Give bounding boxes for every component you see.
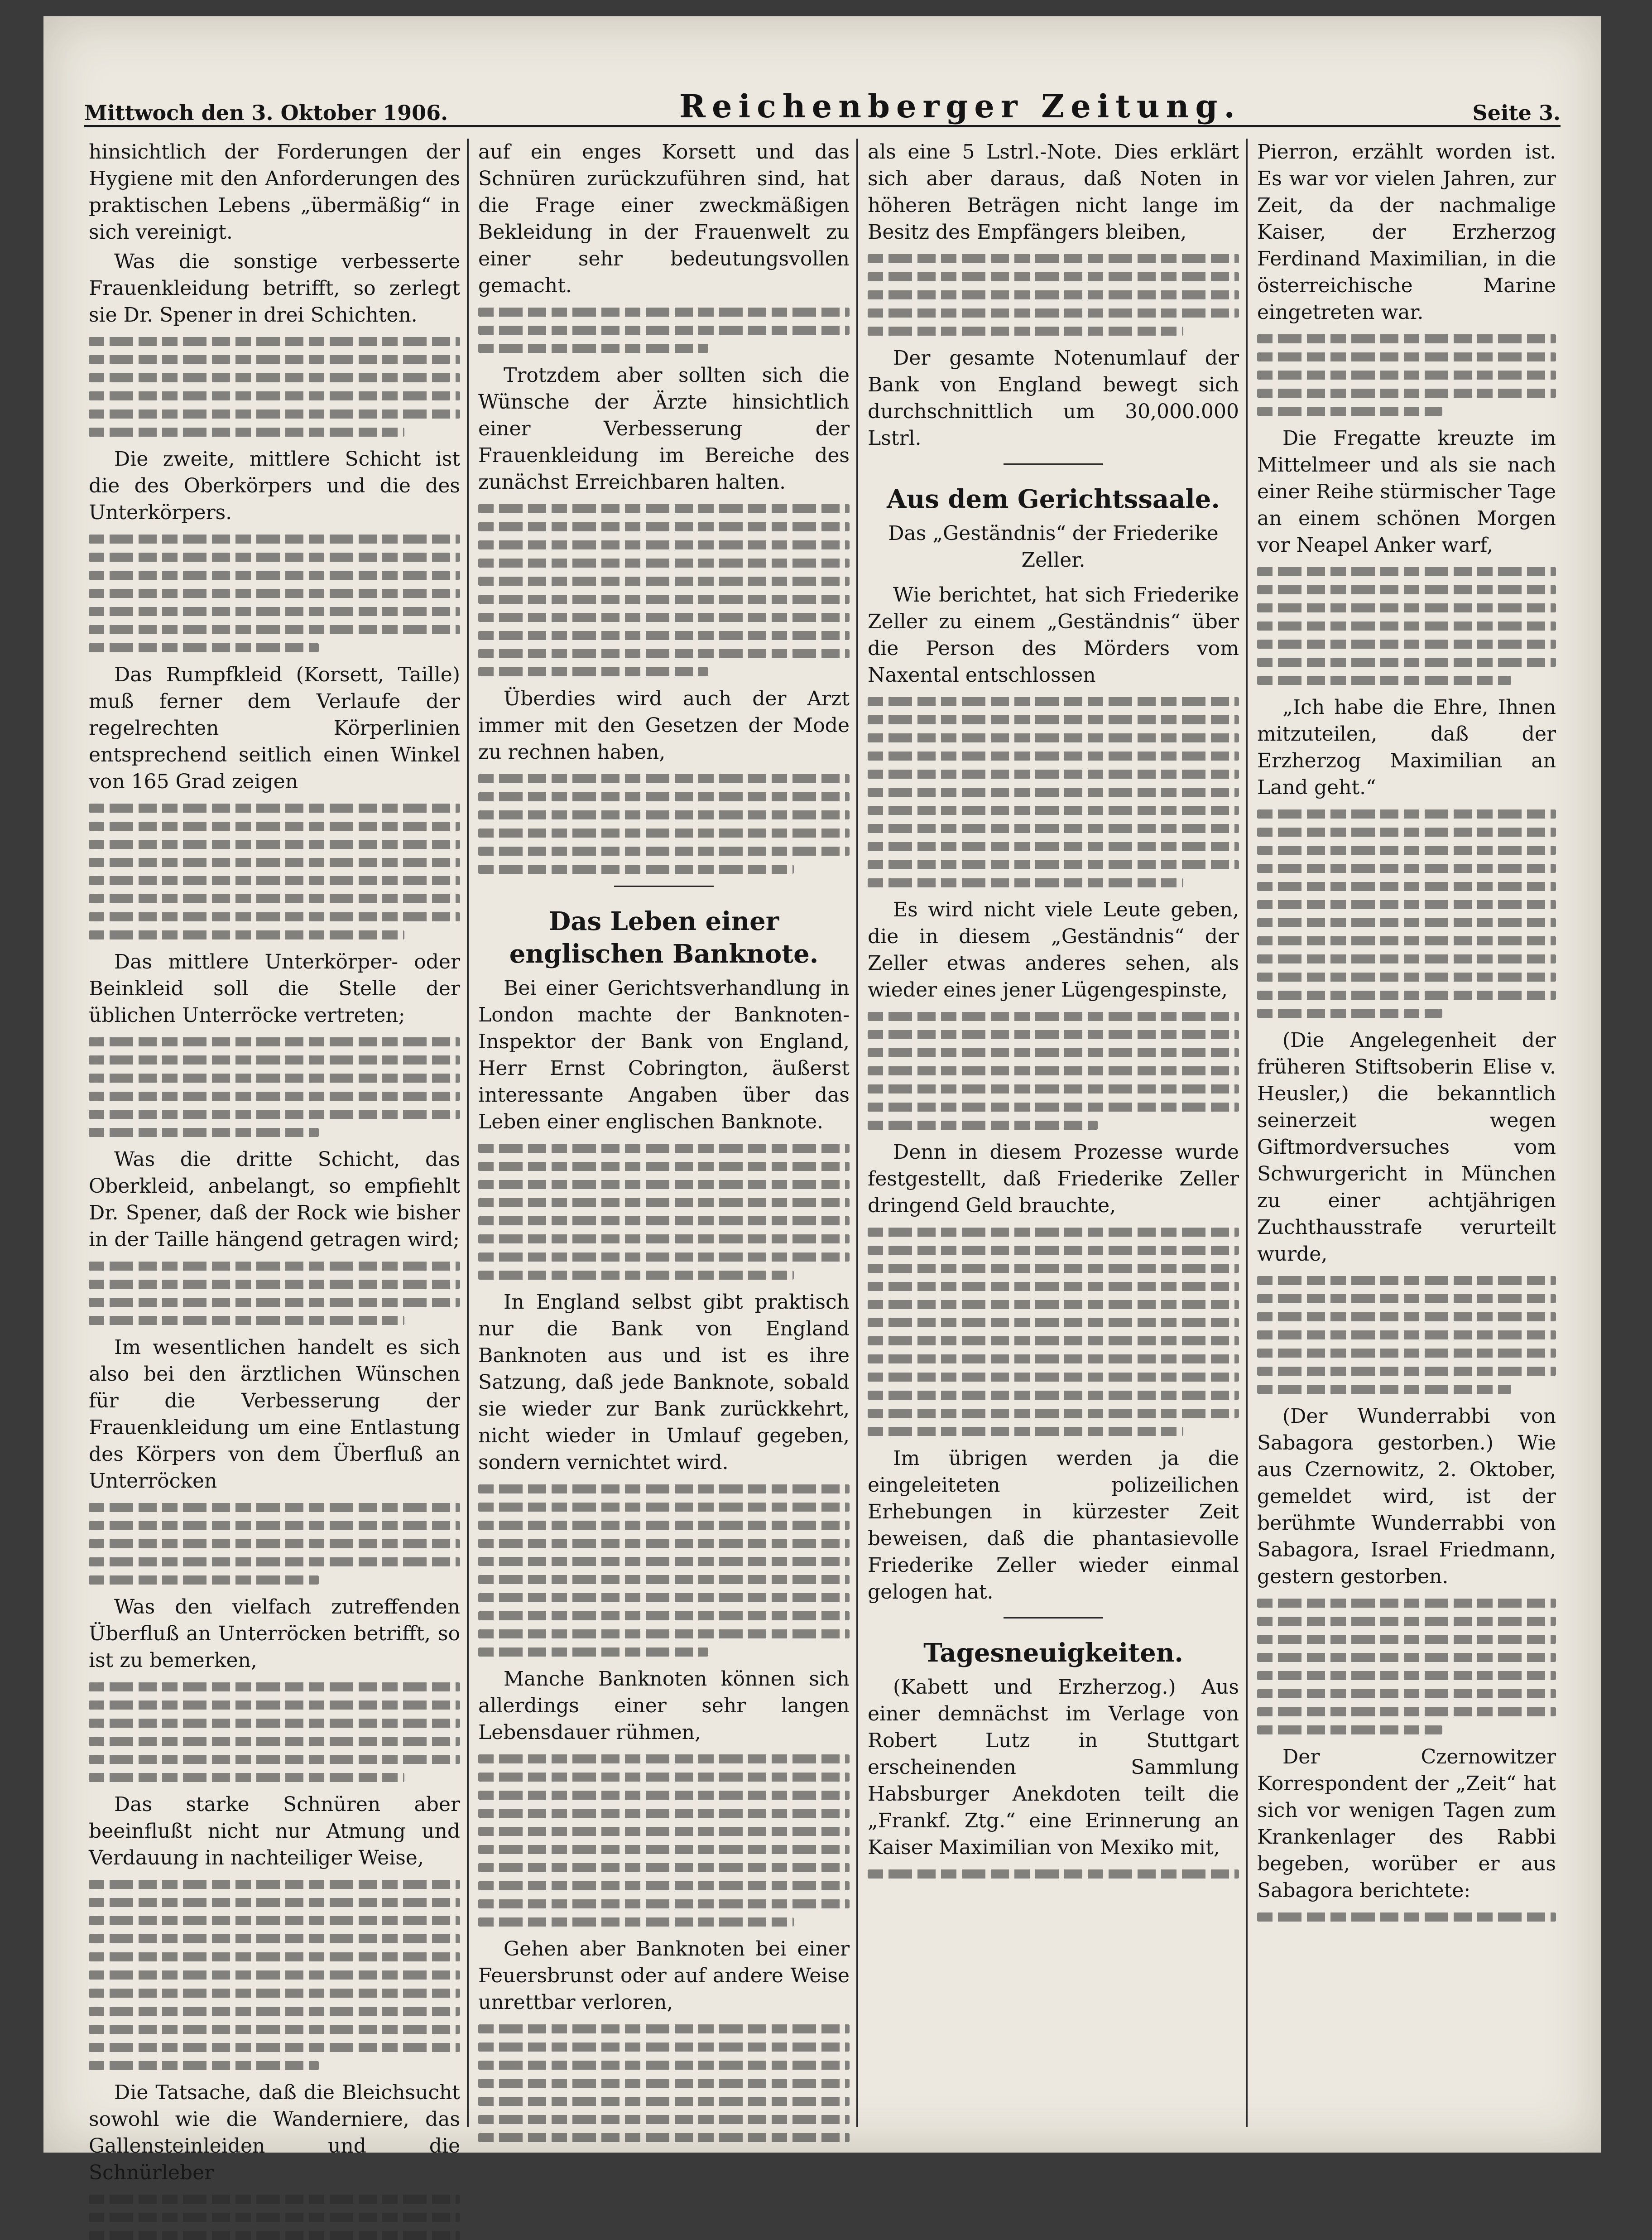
text-line	[89, 840, 460, 849]
text-line	[89, 1682, 460, 1691]
text-line	[478, 1809, 850, 1818]
text-line	[1257, 676, 1511, 685]
text-line	[1257, 936, 1556, 945]
paragraph: „Ich habe die Ehre, Ihnen mitzuteilen, daß der Erzherzog Maximilian an Land geht.“	[1257, 696, 1556, 799]
text-line	[89, 1128, 319, 1137]
text-line	[478, 1863, 850, 1872]
text-line	[1257, 809, 1556, 819]
paragraph: Das Rumpfkleid (Korsett, Taille) muß ferner dem Verlaufe der regelrechten Körperlinien entsprechend seitlich einen Winkel von 165 Grad zeigen	[89, 663, 460, 793]
paragraph: (Die Angelegenheit der früheren Stiftsoberin Elise v. Heusler,) die bekanntlich seinerzeit wegen Giftmordversuches vom Schwurgericht in München zu einer achtjährigen Zuchthausstrafe verurteilt wurde,	[1257, 1029, 1556, 1266]
text-line	[868, 715, 1239, 724]
text-line	[478, 2079, 850, 2088]
text-line	[868, 824, 1239, 833]
text-line	[478, 504, 850, 513]
text-line	[89, 1298, 460, 1307]
text-line	[478, 326, 850, 335]
text-line	[89, 373, 460, 382]
text-line	[478, 540, 850, 549]
paragraph: Bei einer Gerichtsverhandlung in London machte der Banknoten-Inspektor der Bank von England, Herr Ernst Cobrington, äußerst interessante Angaben über das Leben einer englischen Banknote.	[478, 977, 850, 1133]
text-line	[478, 1845, 850, 1854]
paragraph: Gehen aber Banknoten bei einer Feuersbrunst oder auf andere Weise unrettbar verloren,	[478, 1937, 850, 2014]
text-line	[478, 2061, 850, 2070]
paragraph: (Der Wunderrabbi von Sabagora gestorben.) Wie aus Czernowitz, 2. Oktober, gemeldet wird, ist der berühmte Wunderrabbi von Sabagora, Israel Friedmann, gestern gestorben.	[1257, 1405, 1556, 1588]
text-line	[89, 1521, 460, 1530]
paragraph: Die Fregatte kreuzte im Mittelmeer und als sie nach einer Reihe stürmischer Tage an einem schönen Morgen vor Neapel Anker warf,	[1257, 427, 1556, 557]
text-line	[89, 1755, 460, 1764]
text-line	[89, 571, 460, 580]
text-line	[868, 308, 1239, 318]
text-line	[89, 1719, 460, 1728]
text-line	[89, 1773, 404, 1782]
text-line	[89, 2025, 460, 2034]
text-line	[478, 1881, 850, 1890]
text-line	[1257, 1689, 1556, 1698]
text-line	[1257, 621, 1556, 631]
text-line	[868, 860, 1239, 869]
text-line	[1257, 1671, 1556, 1680]
text-line	[89, 428, 404, 437]
text-line	[89, 894, 460, 903]
text-line	[1257, 1635, 1556, 1644]
text-line	[478, 1521, 850, 1530]
text-line	[89, 1539, 460, 1548]
text-line	[89, 535, 460, 544]
paragraph: Trotzdem aber sollten sich die Wünsche der Ärzte hinsichtlich einer Verbesserung der Frauenkleidung im Bereiche des zunächst Erreichbaren halten.	[478, 364, 850, 494]
text-line	[1257, 334, 1556, 343]
text-line	[478, 1754, 850, 1763]
text-line	[868, 733, 1239, 742]
text-line	[89, 1898, 460, 1907]
text-line	[478, 1611, 850, 1620]
text-line	[868, 1300, 1239, 1309]
text-line	[1257, 846, 1556, 855]
column-rule	[467, 139, 469, 2127]
text-line	[868, 1121, 1098, 1130]
paragraph: In England selbst gibt praktisch nur die Bank von England Banknoten aus und ist es ihre Satzung, daß jede Banknote, sobald sie wieder zur Bank zurückkehrt, nicht wieder in Umlauf gegeben, sondern vernichtet wird.	[478, 1291, 850, 1474]
text-line	[478, 1917, 794, 1927]
text-line	[89, 391, 460, 400]
text-line	[478, 2115, 850, 2124]
column-rule	[856, 139, 858, 2127]
text-line	[1257, 1617, 1556, 1626]
paragraph: Denn in diesem Prozesse wurde festgestellt, daß Friederike Zeller dringend Geld brauchte,	[868, 1141, 1239, 1217]
text-line	[89, 2231, 460, 2240]
text-line	[868, 788, 1239, 797]
text-line	[478, 613, 850, 622]
text-line	[1257, 407, 1442, 416]
masthead	[84, 84, 1561, 127]
page-number: Seite 3.	[1472, 101, 1561, 125]
text-line	[478, 1575, 850, 1584]
text-line	[1257, 882, 1556, 891]
text-line	[868, 770, 1239, 779]
text-line	[1257, 1599, 1556, 1608]
text-line	[89, 1737, 460, 1746]
text-line	[868, 254, 1239, 263]
text-line	[478, 649, 850, 658]
paragraph: Der Czernowitzer Korrespondent der „Zeit“ hat sich vor wenigen Tagen zum Krankenlager des Rabbi begeben, worüber er aus Sabagora berichtete:	[1257, 1745, 1556, 1902]
article-heading-gerichtssaal: Aus dem Gerichtssaale.	[887, 484, 1220, 514]
text-line	[89, 1557, 460, 1566]
section-divider	[1004, 463, 1103, 465]
text-line	[89, 858, 460, 867]
text-line	[478, 1539, 850, 1548]
text-line	[1257, 918, 1556, 927]
text-line	[868, 1391, 1239, 1400]
text-line	[478, 522, 850, 531]
text-line	[89, 822, 460, 831]
paragraph: Pierron, erzählt worden ist. Es war vor vielen Jahren, zur Zeit, da der nachmalige Kaiser, der Erzherzog Ferdinand Maximilian, in die österreichische Marine eingetreten war.	[1257, 140, 1556, 324]
text-line	[478, 1899, 850, 1908]
text-line	[868, 1048, 1239, 1057]
text-line	[1257, 1385, 1511, 1394]
newspaper-page	[43, 16, 1601, 2184]
text-line	[89, 2061, 319, 2070]
text-line	[868, 1318, 1239, 1327]
column-1	[89, 139, 460, 2184]
text-line	[478, 829, 850, 838]
paragraph: Was die sonstige verbesserte Frauenkleidung betrifft, so zerlegt sie Dr. Spener in drei Schichten.	[89, 250, 460, 327]
text-line	[89, 912, 460, 921]
text-line	[89, 1700, 460, 1710]
text-line	[478, 1252, 850, 1262]
text-line	[868, 272, 1239, 281]
text-line	[478, 1593, 850, 1602]
text-line	[478, 2097, 850, 2106]
paragraph: Die Tatsache, daß die Bleichsucht sowohl wie die Wanderniere, das Gallensteinleiden und die Schnürleber	[89, 2081, 460, 2184]
text-line	[89, 1575, 319, 1585]
column-rule	[1246, 139, 1248, 2127]
text-line	[1257, 1294, 1556, 1303]
column-2	[478, 139, 850, 2127]
text-line	[868, 1409, 1239, 1418]
text-line	[1257, 585, 1556, 594]
text-line	[478, 1647, 708, 1657]
text-line	[89, 409, 460, 419]
text-line	[478, 308, 850, 317]
text-line	[1257, 1653, 1556, 1662]
text-line	[89, 1916, 460, 1925]
text-line	[868, 842, 1239, 851]
section-heading-tagesneuigkeiten: Tagesneuigkeiten.	[923, 1638, 1183, 1668]
text-line	[868, 1084, 1239, 1094]
article-subheading-zeller: Das „Geständnis“ der Friederike Zeller.	[888, 522, 1219, 572]
text-line	[478, 559, 850, 568]
text-line	[478, 810, 850, 819]
text-line	[868, 1427, 1183, 1436]
text-line	[89, 1092, 460, 1101]
text-line	[868, 327, 1183, 336]
section-divider	[614, 886, 714, 887]
paragraph: Der gesamte Notenumlauf der Bank von England bewegt sich durchschnittlich um 30,000.000 Lstrl.	[868, 347, 1239, 450]
text-line	[1257, 1349, 1556, 1358]
text-line	[478, 1234, 850, 1243]
text-line	[478, 2133, 850, 2142]
issue-date: Mittwoch den 3. Oktober 1906.	[84, 101, 448, 125]
text-line	[868, 1012, 1239, 1021]
text-line	[868, 878, 1183, 887]
text-line	[1257, 1276, 1556, 1285]
text-line	[478, 847, 850, 856]
text-line	[89, 1037, 460, 1046]
text-line	[478, 1216, 850, 1225]
text-line	[1257, 352, 1556, 361]
text-line	[89, 1110, 460, 1119]
text-line	[89, 355, 460, 364]
text-line	[478, 1180, 850, 1189]
text-line	[868, 1103, 1239, 1112]
text-line	[89, 2213, 460, 2222]
section-divider	[1004, 1617, 1103, 1619]
text-line	[478, 1271, 794, 1280]
text-line	[478, 1629, 850, 1638]
text-line	[89, 553, 460, 562]
column-3	[868, 139, 1239, 2127]
text-line	[1257, 864, 1556, 873]
text-line	[478, 1484, 850, 1493]
paragraph: Es wird nicht viele Leute geben, die in diesem „Geständnis“ der Zeller etwas anderes sehen, als wieder eines jener Lügengespinste,	[868, 898, 1239, 1002]
paragraph: als eine 5 Lstrl.-Note. Dies erklärt sich aber daraus, daß Noten in höheren Beträgen nicht lange im Besitz des Empfängers bleiben,	[868, 140, 1239, 244]
text-line	[478, 1503, 850, 1512]
paragraph: Was die dritte Schicht, das Oberkleid, anbelangt, so empfiehlt Dr. Spener, daß der Rock wie bisher in der Taille hängend getragen wird;	[89, 1148, 460, 1251]
text-line	[89, 804, 460, 813]
text-line	[868, 1282, 1239, 1291]
paragraph: Im übrigen werden ja die eingeleiteten polizeilichen Erhebungen in kürzester Zeit beweisen, daß die phantasievolle Friederike Zeller wieder einmal gelogen hat.	[868, 1447, 1239, 1604]
paragraph: Wie berichtet, hat sich Friederike Zeller zu einem „Geständnis“ über die Person des Mörders vom Naxental entschlossen	[868, 583, 1239, 687]
paragraph: (Kabett und Erzherzog.) Aus einer demnächst im Verlage von Robert Lutz in Stuttgart erscheinenden Sammlung Habsburger Anekdoten teilt die „Frankf. Ztg.“ eine Erinnerung an Kaiser Maximilian von Mexiko mit,	[868, 1676, 1239, 1859]
text-line	[89, 337, 460, 346]
text-line	[89, 1989, 460, 1998]
text-line	[89, 2007, 460, 2016]
column-4	[1257, 139, 1556, 2127]
paragraph: hinsichtlich der Forderungen der Hygiene mit den Anforderungen des praktischen Lebens „übermäßig“ in sich vereinigt.	[89, 140, 460, 244]
text-line	[1257, 1912, 1556, 1922]
text-line	[1257, 1330, 1556, 1339]
text-line	[478, 1827, 850, 1836]
text-line	[478, 1557, 850, 1566]
text-line	[1257, 1312, 1556, 1321]
text-line	[89, 1316, 404, 1325]
text-line	[89, 1280, 460, 1289]
text-line	[478, 1198, 850, 1207]
text-line	[868, 1354, 1239, 1363]
paragraph: auf ein enges Korsett und das Schnüren zurückzuführen sind, hat die Frage einer zweckmäßigen Bekleidung in der Frauenwelt zu einer sehr bedeutungsvollen gemacht.	[478, 140, 850, 297]
text-line	[89, 1055, 460, 1065]
paragraph: Manche Banknoten können sich allerdings einer sehr langen Lebensdauer rühmen,	[478, 1667, 850, 1744]
text-line	[478, 1162, 850, 1171]
text-line	[868, 1246, 1239, 1255]
text-line	[1257, 954, 1556, 963]
text-line	[89, 1952, 460, 1961]
text-line	[1257, 900, 1556, 909]
article-heading-banknote: Das Leben einer englischen Banknote.	[509, 906, 819, 969]
text-line	[478, 2042, 850, 2052]
text-line	[89, 930, 404, 939]
text-line	[868, 1336, 1239, 1345]
text-line	[89, 589, 460, 598]
text-line	[89, 876, 460, 885]
text-line	[89, 1880, 460, 1889]
text-line	[478, 1144, 850, 1153]
text-line	[868, 1228, 1239, 1237]
paragraph: Die zweite, mittlere Schicht ist die des Oberkörpers und die des Unterkörpers.	[89, 448, 460, 524]
text-line	[89, 1970, 460, 1980]
text-line	[868, 1066, 1239, 1075]
text-line	[89, 2195, 460, 2204]
text-line	[89, 643, 319, 652]
text-line	[868, 1264, 1239, 1273]
text-line	[478, 344, 708, 353]
text-line	[1257, 1367, 1556, 1376]
text-line	[89, 1503, 460, 1512]
text-line	[89, 1262, 460, 1271]
text-line	[1257, 389, 1556, 398]
text-line	[478, 595, 850, 604]
text-line	[89, 607, 460, 616]
text-line	[868, 697, 1239, 706]
paragraph: Das mittlere Unterkörper- oder Beinkleid soll die Stelle der üblichen Unterröcke vertreten;	[89, 950, 460, 1027]
text-line	[1257, 371, 1556, 380]
text-line	[478, 577, 850, 586]
paragraph: Was den vielfach zutreffenden Überfluß an Unterröcken betrifft, so ist zu bemerken,	[89, 1595, 460, 1672]
newspaper-title: Reichenberger Zeitung.	[679, 87, 1241, 125]
text-line	[89, 625, 460, 634]
text-line	[1257, 973, 1556, 982]
text-line	[868, 1373, 1239, 1382]
text-line	[868, 1869, 1239, 1879]
text-line	[1257, 1707, 1556, 1716]
text-line	[1257, 828, 1556, 837]
text-line	[1257, 658, 1556, 667]
text-line	[478, 2024, 850, 2033]
paragraph: Überdies wird auch der Arzt immer mit den Gesetzen der Mode zu rechnen haben,	[478, 687, 850, 764]
text-line	[89, 2043, 460, 2052]
text-line	[478, 792, 850, 801]
text-line	[89, 1074, 460, 1083]
text-line	[1257, 991, 1556, 1000]
text-line	[1257, 1725, 1442, 1734]
text-line	[1257, 1009, 1442, 1018]
text-line	[478, 1773, 850, 1782]
text-line	[478, 631, 850, 640]
text-line	[868, 806, 1239, 815]
paragraph: Im wesentlichen handelt es sich also bei den ärztlichen Wünschen für die Verbesserung der Frauenkleidung um eine Entlastung des Körpers von dem Überfluß an Unterröcken	[89, 1336, 460, 1493]
text-line	[1257, 603, 1556, 612]
text-line	[89, 1934, 460, 1943]
text-line	[868, 1030, 1239, 1039]
text-line	[1257, 567, 1556, 576]
text-line	[868, 751, 1239, 761]
text-line	[868, 290, 1239, 299]
text-line	[478, 865, 794, 874]
text-line	[478, 774, 850, 783]
text-line	[1257, 640, 1556, 649]
text-line	[478, 1791, 850, 1800]
paragraph: Das starke Schnüren aber beeinflußt nicht nur Atmung und Verdauung in nachteiliger Weise,	[89, 1793, 460, 1869]
text-line	[478, 667, 708, 676]
